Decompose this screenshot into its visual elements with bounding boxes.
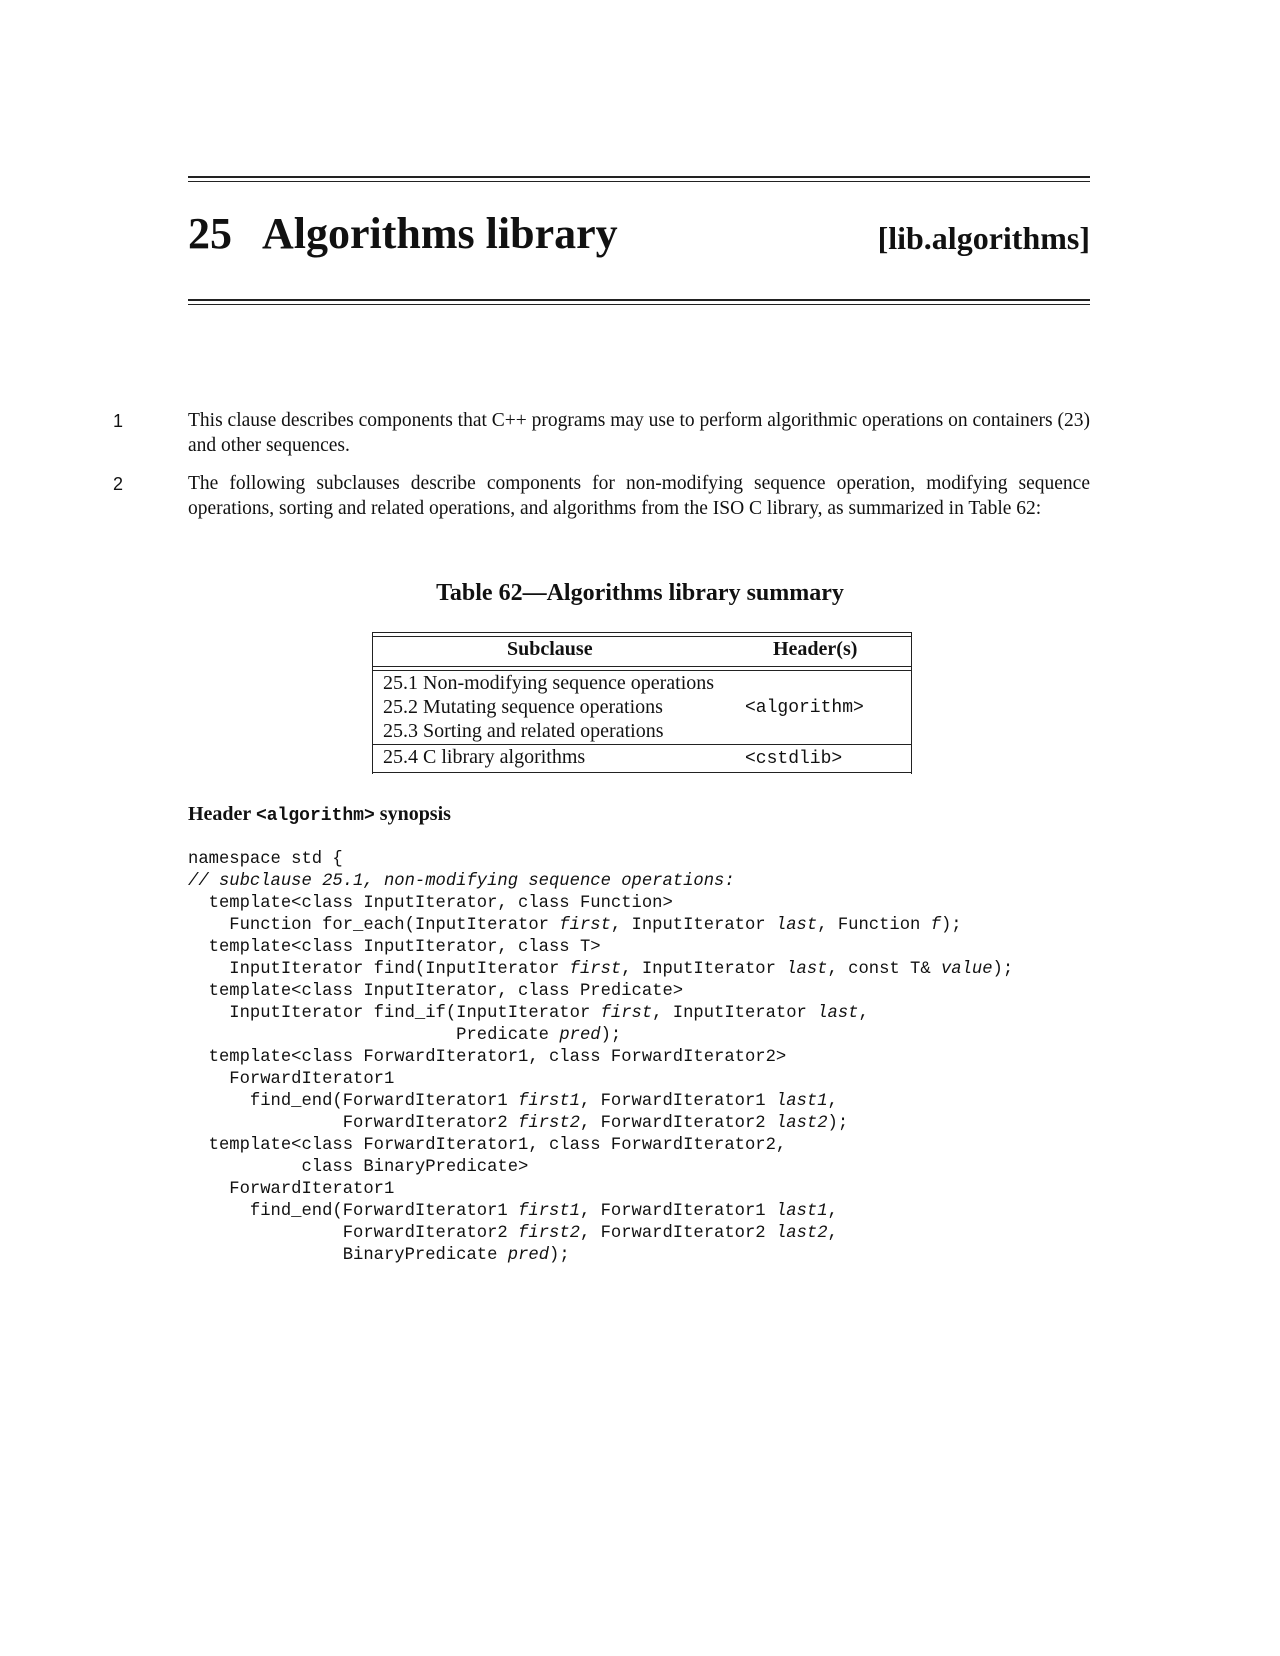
code-line: find_end(ForwardIterator1 bbox=[188, 1202, 519, 1221]
code-line: , bbox=[827, 1092, 838, 1111]
code-line: template<class InputIterator, class T> bbox=[188, 938, 601, 957]
synopsis-header: <algorithm> bbox=[255, 806, 375, 826]
code-param: first1 bbox=[518, 1092, 580, 1111]
code-line: , ForwardIterator2 bbox=[579, 1114, 776, 1133]
code-line: Function for_each(InputIterator bbox=[188, 916, 560, 935]
code-param: last1 bbox=[775, 1202, 828, 1221]
code-line: BinaryPredicate bbox=[188, 1246, 508, 1265]
code-line: ForwardIterator1 bbox=[188, 1070, 395, 1089]
code-param: first1 bbox=[518, 1202, 580, 1221]
code-line: template<class ForwardIterator1, class ForwardIterator2, bbox=[188, 1136, 787, 1155]
code-line: template<class InputIterator, class Function> bbox=[188, 894, 673, 913]
header-cell: <algorithm> bbox=[745, 698, 864, 718]
table-row: 25.2 Mutating sequence operations bbox=[383, 696, 663, 718]
table-header-divider bbox=[373, 666, 911, 667]
table-row-divider bbox=[373, 744, 911, 745]
code-param: last bbox=[786, 960, 828, 979]
code-line: ForwardIterator2 bbox=[188, 1114, 519, 1133]
code-comment: // subclause 25.1, non-modifying sequence operations: bbox=[188, 872, 735, 891]
table-row: 25.1 Non-modifying sequence operations bbox=[383, 672, 715, 694]
code-param: first bbox=[600, 1004, 653, 1023]
synopsis-suffix: synopsis bbox=[374, 803, 451, 825]
table-bottom-border bbox=[373, 772, 911, 773]
table-top-border bbox=[373, 632, 911, 633]
code-param: last bbox=[775, 916, 818, 935]
code-param: last1 bbox=[775, 1092, 828, 1111]
paragraph-number: 2 bbox=[113, 474, 124, 494]
code-param: last bbox=[817, 1004, 859, 1023]
bottom-rule-thin bbox=[188, 304, 1090, 305]
chapter-tag: [lib.algorithms] bbox=[877, 220, 1090, 256]
table-header-divider-thin bbox=[373, 670, 911, 671]
code-line: ); bbox=[549, 1246, 570, 1265]
code-line: ); bbox=[940, 916, 962, 935]
code-param: first2 bbox=[518, 1114, 580, 1133]
header-cell: <cstdlib> bbox=[745, 749, 843, 769]
code-line: , bbox=[827, 1202, 838, 1221]
code-line: , bbox=[827, 1224, 838, 1243]
code-line: ); bbox=[600, 1026, 622, 1045]
code-param: value bbox=[940, 960, 993, 979]
paragraph: This clause describes components that C++ programs may use to perform algorithmic operations on containers (23) and other sequences. bbox=[188, 410, 1090, 456]
code-block bbox=[188, 849, 1013, 1267]
code-line: ForwardIterator1 bbox=[188, 1180, 395, 1199]
code-line: , ForwardIterator1 bbox=[579, 1202, 776, 1221]
code-line: , ForwardIterator1 bbox=[579, 1092, 776, 1111]
code-line: find_end(ForwardIterator1 bbox=[188, 1092, 519, 1111]
table-top-border-thin bbox=[373, 636, 911, 637]
code-line: Predicate bbox=[188, 1026, 560, 1045]
summary-table bbox=[372, 632, 912, 774]
column-header-headers: Header(s) bbox=[773, 638, 858, 660]
code-param: first bbox=[559, 916, 611, 935]
code-line: , ForwardIterator2 bbox=[579, 1224, 776, 1243]
code-param: first2 bbox=[518, 1224, 580, 1243]
paragraph: The following subclauses describe components for non-modifying sequence operation, modifying sequence operations, sorting and related operations, and algorithms from the ISO C library, as summarized in Table 62: bbox=[188, 473, 1090, 519]
code-param: last2 bbox=[775, 1114, 828, 1133]
code-line: InputIterator find(InputIterator bbox=[188, 960, 570, 979]
code-line: , InputIterator bbox=[610, 916, 776, 935]
code-line: , InputIterator bbox=[621, 960, 787, 979]
code-param: pred bbox=[559, 1026, 601, 1045]
column-header-subclause: Subclause bbox=[507, 638, 593, 660]
code-line: namespace std { bbox=[188, 850, 343, 869]
code-line: , const T& bbox=[827, 960, 941, 979]
paragraph-number: 1 bbox=[113, 411, 124, 431]
code-line: ); bbox=[827, 1114, 849, 1133]
table-row: 25.4 C library algorithms bbox=[383, 746, 586, 768]
code-line: InputIterator find_if(InputIterator bbox=[188, 1004, 601, 1023]
code-param: pred bbox=[507, 1246, 550, 1265]
table-caption: Table 62—Algorithms library summary bbox=[436, 580, 844, 606]
synopsis-heading bbox=[188, 803, 451, 826]
code-line: ); bbox=[992, 960, 1014, 979]
chapter-number: 25 bbox=[188, 209, 232, 258]
code-line: template<class ForwardIterator1, class ForwardIterator2> bbox=[188, 1048, 787, 1067]
code-param: f bbox=[930, 916, 941, 935]
table-row: 25.3 Sorting and related operations bbox=[383, 720, 664, 742]
code-line: , Function bbox=[817, 916, 931, 935]
code-line: class BinaryPredicate> bbox=[188, 1158, 529, 1177]
code-line: , InputIterator bbox=[652, 1004, 818, 1023]
top-rule-thin bbox=[188, 181, 1090, 182]
code-line: template<class InputIterator, class Predicate> bbox=[188, 982, 684, 1001]
code-line: ForwardIterator2 bbox=[188, 1224, 519, 1243]
code-line: , bbox=[858, 1004, 869, 1023]
top-rule bbox=[188, 176, 1090, 178]
code-param: first bbox=[569, 960, 622, 979]
synopsis-prefix: Header bbox=[188, 803, 256, 825]
chapter-title: Algorithms library bbox=[262, 209, 618, 258]
code-param: last2 bbox=[775, 1224, 828, 1243]
bottom-rule bbox=[188, 299, 1090, 301]
